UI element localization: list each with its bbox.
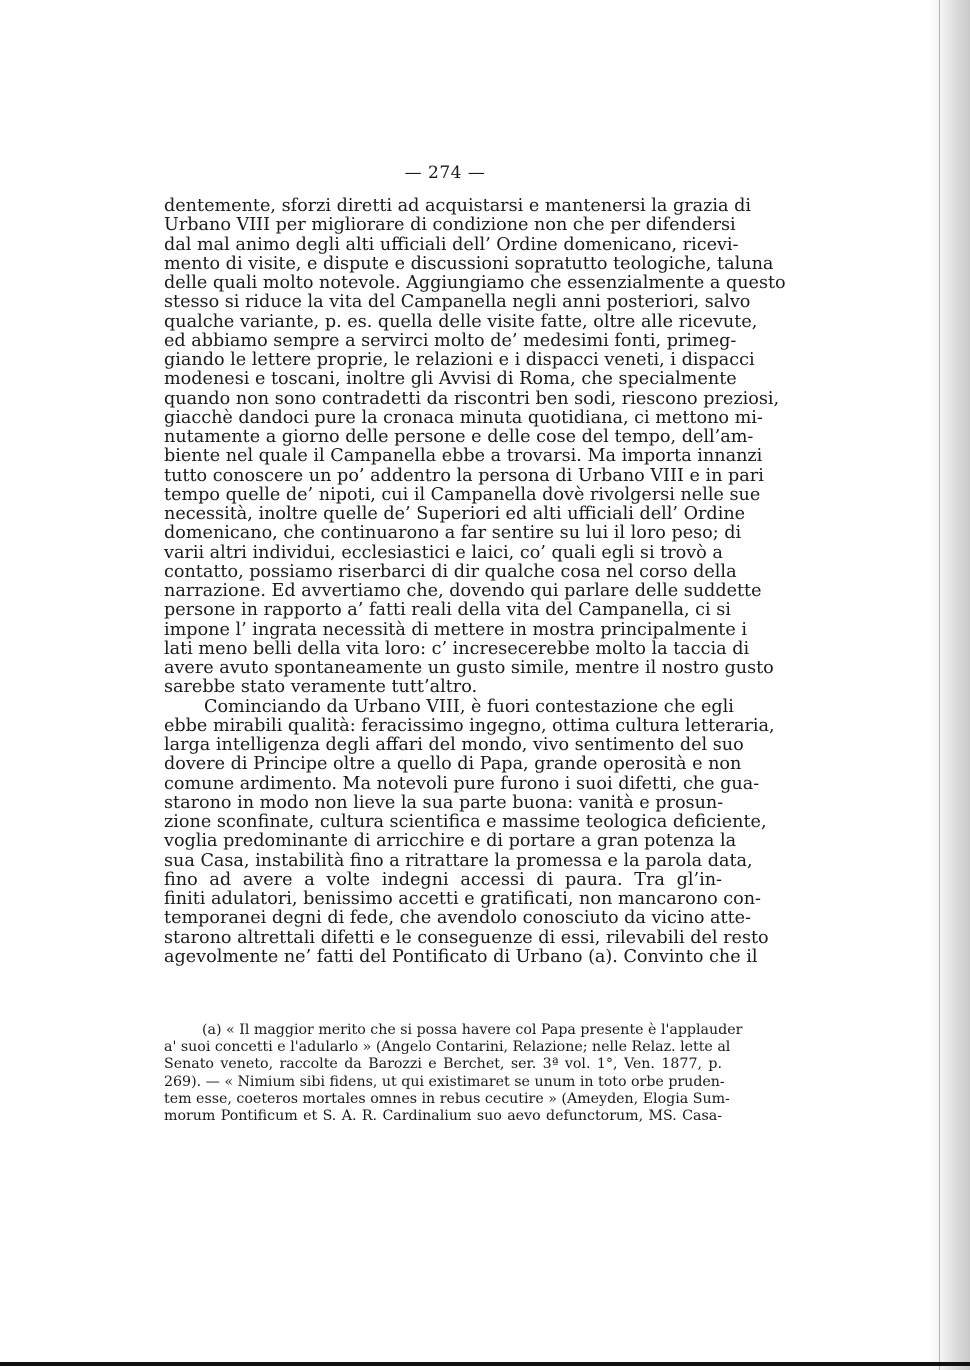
text-line: larga intelligenza degli affari del mondo, vivo sentimento del suo: [164, 735, 744, 755]
scan-edge-shadow: [928, 0, 970, 1370]
text-line: narrazione. Ed avvertiamo che, dovendo qui parlare delle suddette: [164, 581, 762, 601]
text-line: mento di visite, e dispute e discussioni sopratutto teologiche, taluna: [164, 253, 774, 274]
text-line: ed abbiamo sempre a servirci molto de’ medesimi fonti, primeg-: [164, 330, 737, 351]
text-line: dovere di Principe oltre a quello di Papa, grande operosità e non: [164, 754, 742, 775]
main-text: [164, 196, 786, 967]
bottom-scan-border: [0, 1362, 970, 1366]
text-line-paragraph-end: sarebbe stato veramente tutt’altro.: [164, 677, 478, 698]
text-line: giacchè dandoci pure la cronaca minuta quotidiana, ci mettono mi-: [164, 407, 763, 428]
text-line: Urbano VIII per migliorare di condizione non che per difendersi: [164, 215, 736, 236]
footnote-line: a' suoi concetti e l'adularlo » (Angelo Contarini, Relazione; nelle Relaz. lette al: [164, 1039, 731, 1056]
text-line: lati meno belli della vita loro: c’ incresecerebbe molto la taccia di: [164, 638, 750, 659]
text-line: biente nel quale il Campanella ebbe a trovarsi. Ma importa innanzi: [164, 446, 763, 467]
text-line: avere avuto spontaneamente un gusto simile, mentre il nostro gusto: [164, 658, 774, 678]
footnote-line: morum Pontificum et S. A. R. Cardinalium suo aevo defunctorum, MS. Casa-: [164, 1108, 722, 1125]
text-line: stesso si riduce la vita del Campanella negli anni posteriori, salvo: [164, 292, 751, 313]
text-line: quando non sono contradetti da riscontri ben sodi, riescono preziosi,: [164, 388, 780, 409]
text-line: impone l’ ingrata necessità di mettere in mostra principalmente i: [164, 619, 748, 640]
text-line: ebbe mirabili qualità: feracissimo ingegno, ottima cultura letteraria,: [164, 715, 775, 736]
text-line: domenicano, che continuarono a far sentire su lui il loro peso; di: [164, 523, 742, 544]
text-line: dal mal animo degli alti ufficiali dell’ Ordine domenicano, ricevi-: [164, 234, 739, 255]
text-line: temporanei degni di fede, che avendolo conosciuto da vicino atte-: [164, 908, 752, 929]
text-line: delle quali molto notevole. Aggiungiamo che essenzialmente a questo: [164, 273, 786, 293]
text-line: necessità, inoltre quelle de’ Superiori ed alti ufficiali dell’ Ordine: [164, 504, 746, 524]
text-line: modenesi e toscani, inoltre gli Avvisi di Roma, che specialmente: [164, 369, 737, 390]
text-line: qualche variante, p. es. quella delle visite fatte, oltre alle ricevute,: [164, 311, 758, 332]
text-line: tutto conoscere un po’ addentro la persona di Urbano VIII e in pari: [164, 465, 764, 486]
footnote-line: (a) « Il maggior merito che si possa havere col Papa presente è l'applauder: [202, 1022, 743, 1038]
text-line: starono altrettali difetti e le conseguenze di essi, rilevabili del resto: [164, 927, 769, 948]
text-line: giando le lettere proprie, le relazioni e i dispacci veneti, i dispacci: [164, 350, 755, 370]
text-line: dentemente, sforzi diretti ad acquistarsi e mantenersi la grazia di: [164, 196, 751, 216]
text-line: comune ardimento. Ma notevoli pure furono i suoi difetti, che gua-: [164, 773, 760, 794]
text-line: starono in modo non lieve la sua parte buona: vanità e prosun-: [164, 792, 724, 813]
footnote-line: tem esse, coeteros mortales omnes in rebus cecutire » (Ameyden, Elogia Sum-: [164, 1090, 730, 1107]
text-line: contatto, possiamo riserbarci di dir qualche cosa nel corso della: [164, 561, 737, 582]
text-line: fino ad avere a volte indegni accessi di paura. Tra gl’in-: [164, 869, 722, 890]
page-number: — 274 —: [404, 163, 486, 183]
text-line: nutamente a giorno delle persone e delle cose del tempo, dell’am-: [164, 427, 754, 447]
text-line: zione sconfinate, cultura scientifica e massime teologica deficiente,: [164, 812, 767, 832]
text-line: agevolmente ne’ fatti del Pontificato di Urbano (a). Convinto che il: [164, 946, 758, 967]
text-line: persone in rapporto a’ fatti reali della vita del Campanella, ci si: [164, 600, 731, 621]
text-line: tempo quelle de’ nipoti, cui il Campanella dovè rivolgersi nelle sue: [164, 484, 761, 505]
text-line: finiti adulatori, benissimo accetti e gratificati, non mancarono con-: [164, 889, 761, 909]
footnotes: [164, 1022, 743, 1125]
footnote-line: Senato veneto, raccolte da Barozzi e Berchet, ser. 3ª vol. 1°, Ven. 1877, p.: [164, 1056, 722, 1073]
text-line-paragraph-start: Cominciando da Urbano VIII, è fuori contestazione che egli: [204, 696, 734, 717]
text-line: voglia predominante di arricchire e di portare a gran potenza la: [164, 831, 737, 852]
text-line: sua Casa, instabilità fino a ritrattare la promessa e la parola data,: [164, 850, 753, 871]
text-line: varii altri individui, ecclesiastici e laici, co’ quali egli si trovò a: [164, 542, 723, 563]
scan-edge-line: [939, 0, 940, 1370]
footnote-line: 269). — « Nimium sibi fidens, ut qui existimaret se unum in toto orbe pruden-: [164, 1073, 725, 1090]
